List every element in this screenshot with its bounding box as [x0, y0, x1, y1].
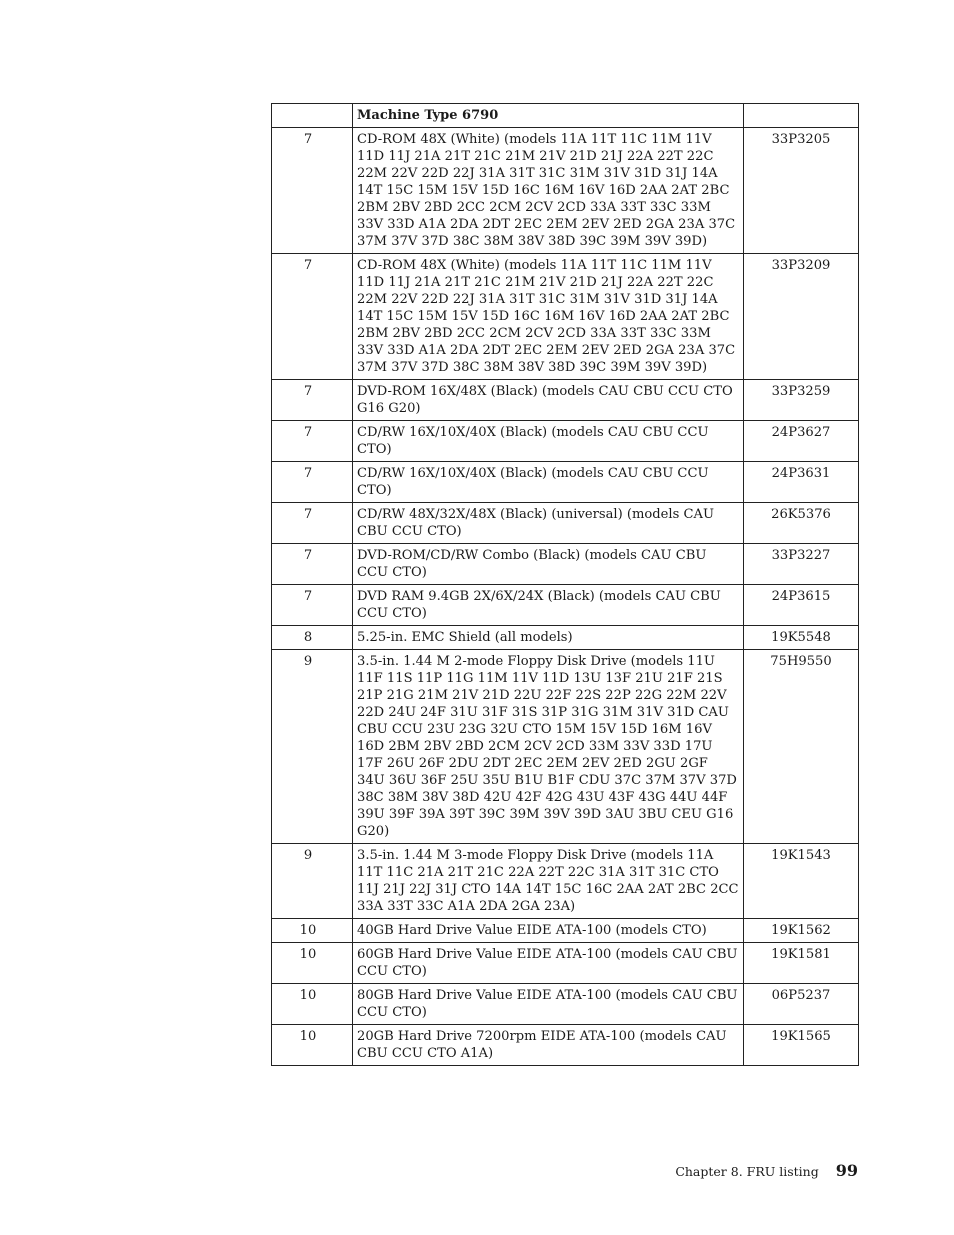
- index-cell: 10: [272, 943, 353, 984]
- fru-number-cell: 19K1581: [744, 943, 859, 984]
- part-description-cell: CD-ROM 48X (White) (models 11A 11T 11C 11M 11V 11D 11J 21A 21T 21C 21M 21V 21D 21J 22A 22T 22C 22M 22V 22D 22J 31A 31T 31C 31M 31V 31D 31J 14A 14T 15C 15M 15V 15D 16C 16M 16V 16D 2AA 2AT 2BC 2BM 2BV 2BD 2CC 2CM 2CV 2CD 33A 33T 33C 33M 33V 33D A1A 2DA 2DT 2EC 2EM 2EV 2ED 2GA 23A 37C 37M 37V 37D 38C 38M 38V 38D 39C 39M 39V 39D): [353, 254, 744, 380]
- fru-number-cell: 24P3631: [744, 462, 859, 503]
- table-row: [272, 421, 859, 462]
- table-row: [272, 462, 859, 503]
- fru-number-cell: 26K5376: [744, 503, 859, 544]
- part-description-cell: 40GB Hard Drive Value EIDE ATA-100 (models CTO): [353, 919, 744, 943]
- part-description-cell: CD/RW 16X/10X/40X (Black) (models CAU CBU CCU CTO): [353, 421, 744, 462]
- index-cell: 7: [272, 128, 353, 254]
- table-row: [272, 943, 859, 984]
- index-cell: 7: [272, 503, 353, 544]
- index-cell: 7: [272, 421, 353, 462]
- part-description-cell: CD/RW 48X/32X/48X (Black) (universal) (models CAU CBU CCU CTO): [353, 503, 744, 544]
- table-row: [272, 626, 859, 650]
- part-description-cell: DVD RAM 9.4GB 2X/6X/24X (Black) (models CAU CBU CCU CTO): [353, 585, 744, 626]
- table-row: [272, 503, 859, 544]
- part-description-cell: DVD-ROM/CD/RW Combo (Black) (models CAU CBU CCU CTO): [353, 544, 744, 585]
- table-row: [272, 984, 859, 1025]
- index-cell: 9: [272, 650, 353, 844]
- index-cell: 7: [272, 462, 353, 503]
- fru-number-cell: 06P5237: [744, 984, 859, 1025]
- table-row: [272, 1025, 859, 1066]
- table-row: [272, 380, 859, 421]
- header-index: [272, 104, 353, 128]
- part-description-cell: 5.25-in. EMC Shield (all models): [353, 626, 744, 650]
- fru-number-cell: 33P3209: [744, 254, 859, 380]
- table-row: [272, 650, 859, 844]
- chapter-title: Chapter 8. FRU listing: [675, 1164, 819, 1179]
- index-cell: 7: [272, 380, 353, 421]
- part-description-cell: 3.5-in. 1.44 M 2-mode Floppy Disk Drive (models 11U 11F 11S 11P 11G 11M 11V 11D 13U 13F 21U 21F 21S 21P 21G 21M 21V 21D 22U 22F 22S 22P 22G 22M 22V 22D 24U 24F 31U 31F 31S 31P 31G 31M 31V 31D CAU CBU CCU 23U 23G 32U CTO 15M 15V 15D 16M 16V 16D 2BM 2BV 2BD 2CM 2CV 2CD 33M 33V 33D 17U 17F 26U 26F 2DU 2DT 2EC 2EM 2EV 2ED 2GU 2GF 34U 36U 36F 25U 35U B1U B1F CDU 37C 37M 37V 37D 38C 38M 38V 38D 42U 42F 42G 43U 43F 43G 44U 44F 39U 39F 39A 39T 39C 39M 39V 39D 3AU 3BU CEU G16 G20): [353, 650, 744, 844]
- part-description-cell: CD-ROM 48X (White) (models 11A 11T 11C 11M 11V 11D 11J 21A 21T 21C 21M 21V 21D 21J 22A 22T 22C 22M 22V 22D 22J 31A 31T 31C 31M 31V 31D 31J 14A 14T 15C 15M 15V 15D 16C 16M 16V 16D 2AA 2AT 2BC 2BM 2BV 2BD 2CC 2CM 2CV 2CD 33A 33T 33C 33M 33V 33D A1A 2DA 2DT 2EC 2EM 2EV 2ED 2GA 23A 37C 37M 37V 37D 38C 38M 38V 38D 39C 39M 39V 39D): [353, 128, 744, 254]
- index-cell: 7: [272, 544, 353, 585]
- page-number: 99: [835, 1161, 858, 1180]
- fru-number-cell: 33P3259: [744, 380, 859, 421]
- index-cell: 10: [272, 919, 353, 943]
- index-cell: 10: [272, 984, 353, 1025]
- table-row: [272, 844, 859, 919]
- part-description-cell: DVD-ROM 16X/48X (Black) (models CAU CBU CCU CTO G16 G20): [353, 380, 744, 421]
- page-footer: [675, 1161, 858, 1180]
- fru-number-cell: 19K5548: [744, 626, 859, 650]
- header-machine-type: Machine Type 6790: [353, 104, 744, 128]
- fru-number-cell: 24P3615: [744, 585, 859, 626]
- part-description-cell: CD/RW 16X/10X/40X (Black) (models CAU CBU CCU CTO): [353, 462, 744, 503]
- index-cell: 8: [272, 626, 353, 650]
- part-description-cell: 80GB Hard Drive Value EIDE ATA-100 (models CAU CBU CCU CTO): [353, 984, 744, 1025]
- index-cell: 9: [272, 844, 353, 919]
- fru-number-cell: 33P3205: [744, 128, 859, 254]
- table-header-row: [272, 104, 859, 128]
- fru-number-cell: 75H9550: [744, 650, 859, 844]
- table-row: [272, 919, 859, 943]
- table-body: [272, 128, 859, 1066]
- table-row: [272, 544, 859, 585]
- part-description-cell: 60GB Hard Drive Value EIDE ATA-100 (models CAU CBU CCU CTO): [353, 943, 744, 984]
- fru-number-cell: 33P3227: [744, 544, 859, 585]
- part-description-cell: 20GB Hard Drive 7200rpm EIDE ATA-100 (models CAU CBU CCU CTO A1A): [353, 1025, 744, 1066]
- table-row: [272, 128, 859, 254]
- index-cell: 7: [272, 585, 353, 626]
- table-row: [272, 254, 859, 380]
- fru-table: [271, 103, 859, 1066]
- fru-number-cell: 19K1562: [744, 919, 859, 943]
- part-description-cell: 3.5-in. 1.44 M 3-mode Floppy Disk Drive (models 11A 11T 11C 21A 21T 21C 22A 22T 22C 31A 31T 31C CTO 11J 21J 22J 31J CTO 14A 14T 15C 16C 2AA 2AT 2BC 2CC 33A 33T 33C A1A 2DA 2GA 23A): [353, 844, 744, 919]
- header-fru: [744, 104, 859, 128]
- fru-number-cell: 19K1543: [744, 844, 859, 919]
- fru-number-cell: 19K1565: [744, 1025, 859, 1066]
- table-row: [272, 585, 859, 626]
- index-cell: 7: [272, 254, 353, 380]
- fru-number-cell: 24P3627: [744, 421, 859, 462]
- index-cell: 10: [272, 1025, 353, 1066]
